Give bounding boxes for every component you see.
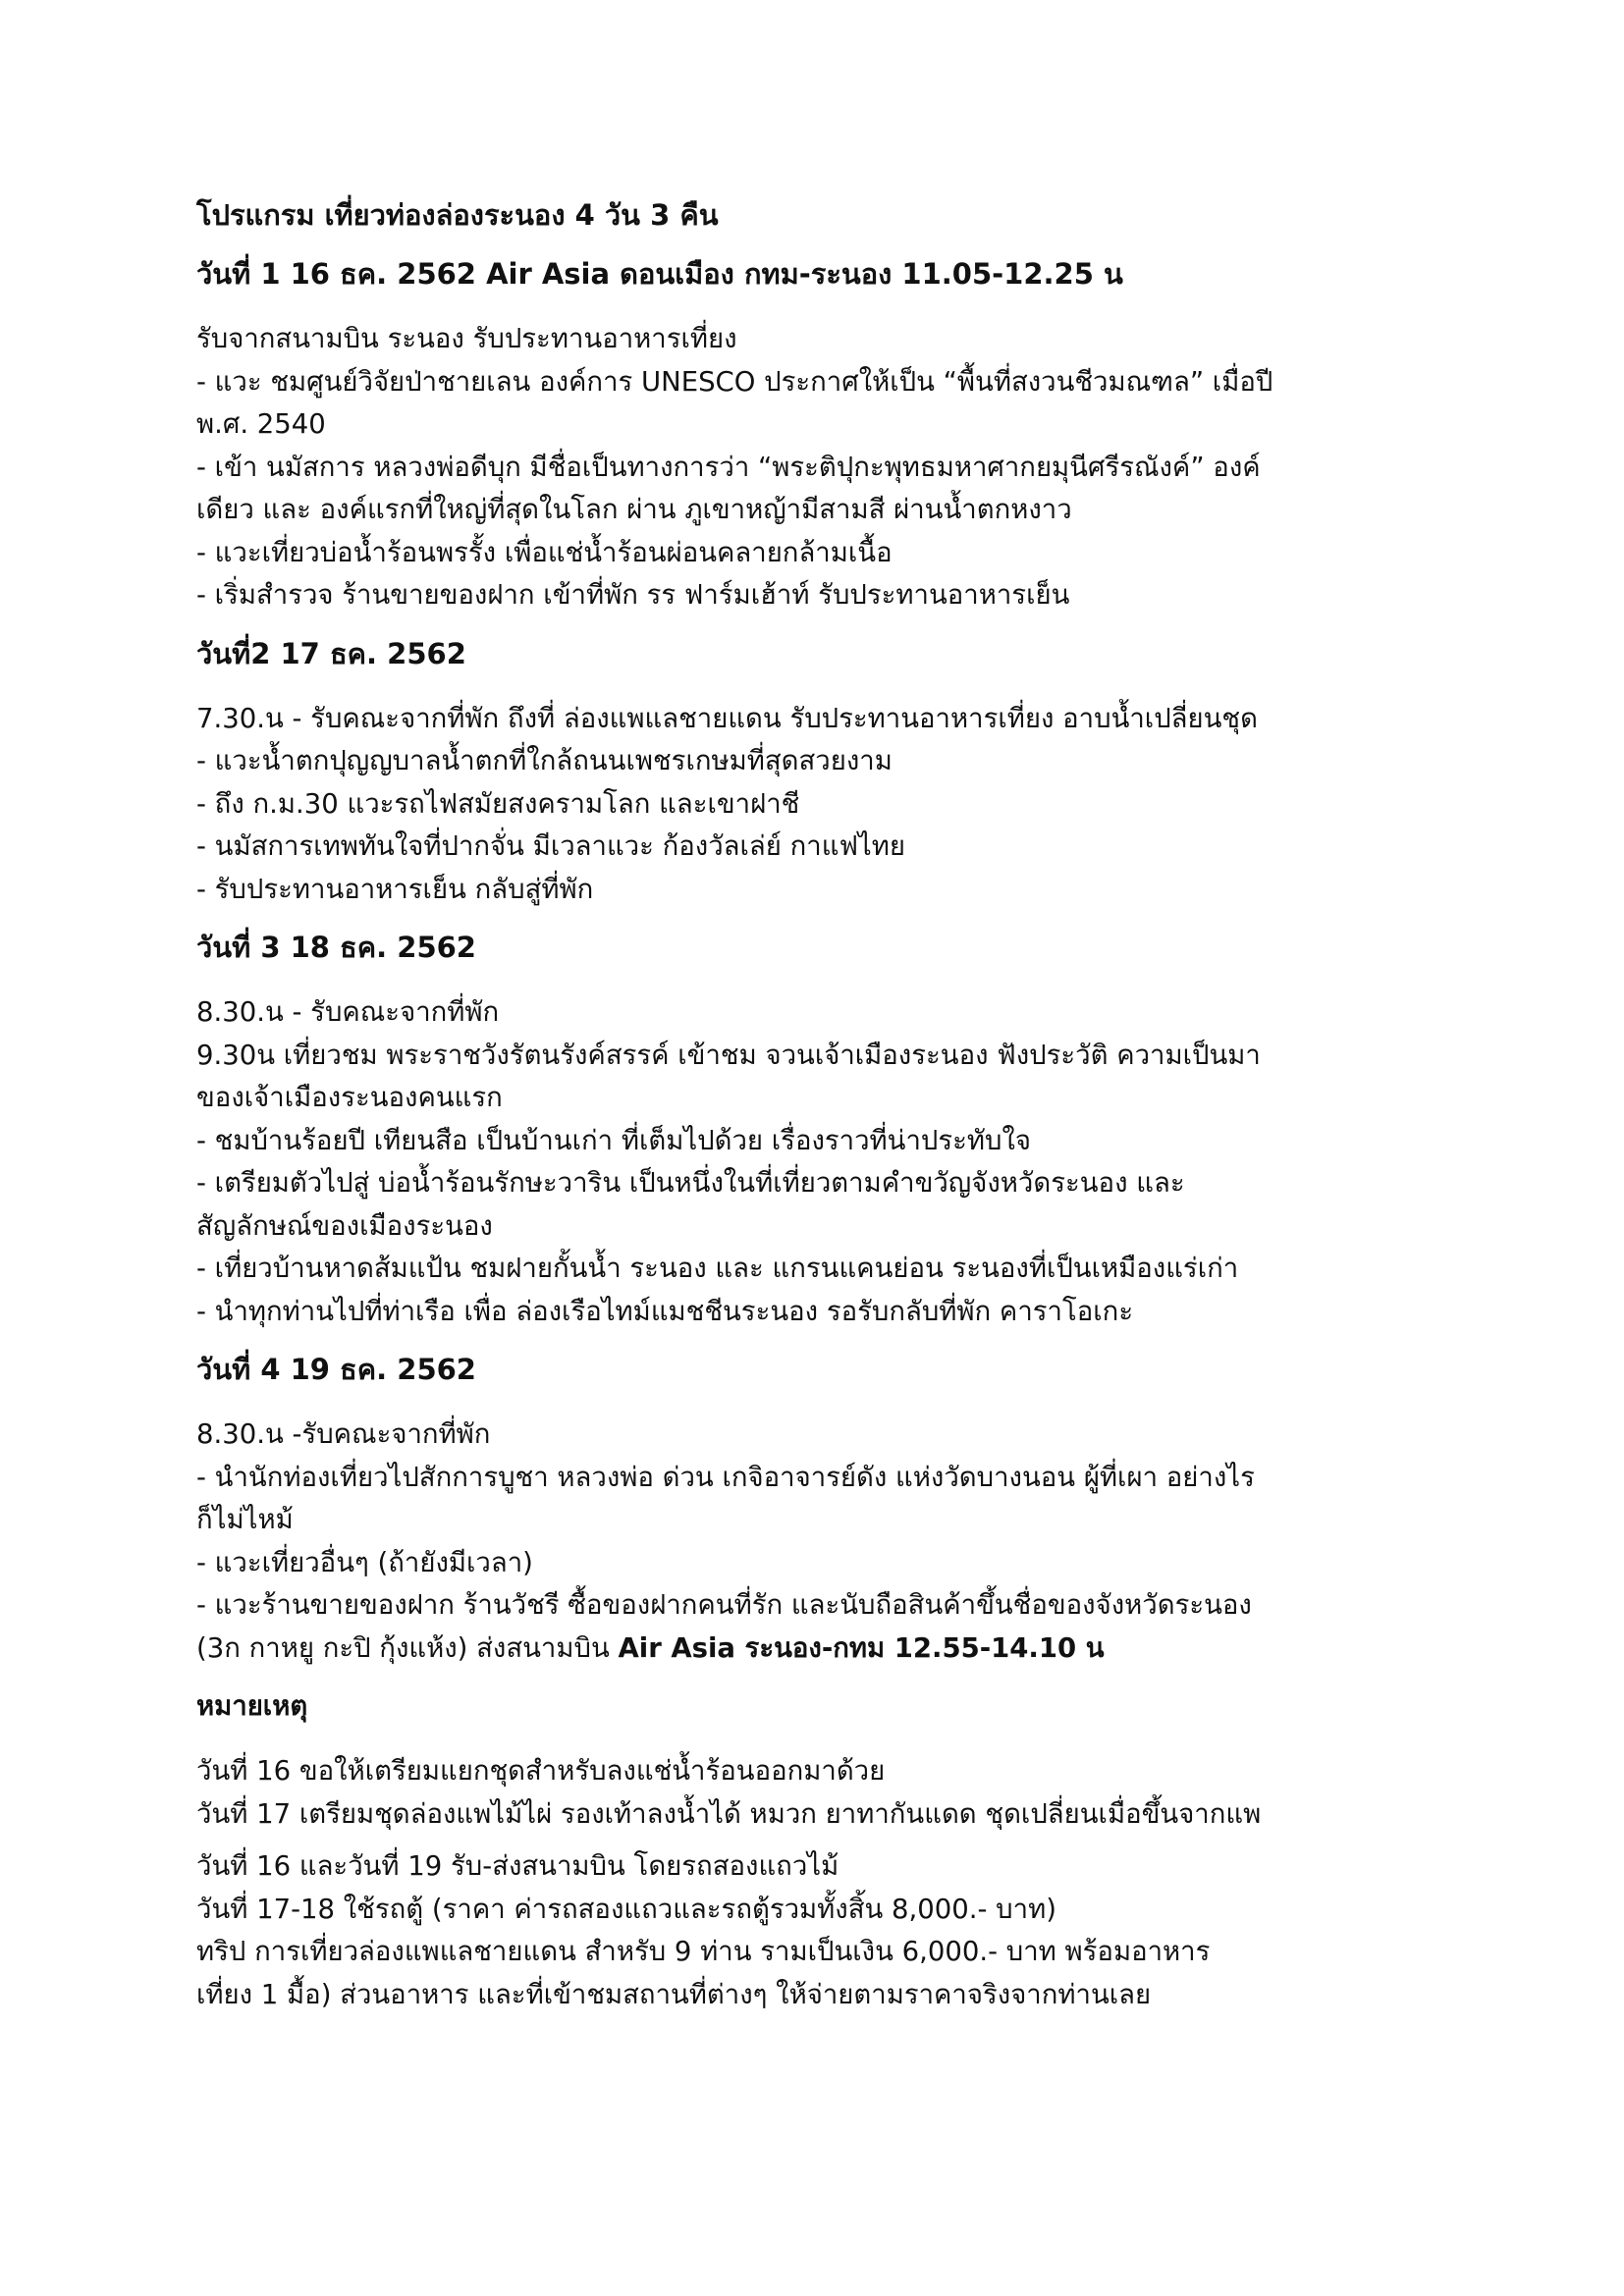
day-2-line: - แวะน้ำตกปุญญบาลน้ำตกที่ใกล้ถนนเพชรเกษมที่สุดสวยงาม [196, 745, 893, 776]
note-line: ทริป การเที่ยวล่องแพแลชายแดน สำหรับ 9 ท่าน รามเป็นเงิน 6,000.- บาท พร้อมอาหาร [196, 1936, 1211, 1967]
note-line: วันที่ 16 และวันที่ 19 รับ-ส่งสนามบิน โดยรถสองแถวไม้ [196, 1850, 839, 1882]
day-1-body [196, 318, 1463, 617]
document-page [196, 192, 1463, 2030]
day-3-line: - เตรียมตัวไปสู่ บ่อน้ำร้อนรักษะวาริน เป็นหนึ่งในที่เที่ยวตามคำขวัญจังหวัดระนอง และ [196, 1167, 1185, 1199]
return-flight-info: Air Asia ระนอง-กทม 12.55-14.10 น [618, 1631, 1105, 1664]
note-line: วันที่ 17 เตรียมชุดล่องแพไม้ไผ่ รองเท้าลงน้ำได้ หมวก ยาทากันแดด ชุดเปลี่ยนเมื่อขึ้นจากแพ [196, 1797, 1262, 1830]
notes-heading: หมายเหตุ [196, 1690, 308, 1722]
day-1-heading: วันที่ 1 16 ธค. 2562 Air Asia ดอนเมือง กทม-ระนอง 11.05-12.25 น [196, 257, 1123, 291]
day-1-line: เดียว และ องค์แรกที่ใหญ่ที่สุดในโลก ผ่าน ภูเขาหญ้ามีสามสี ผ่านน้ำตกหงาว [196, 494, 1072, 525]
day-3-line: - นำทุกท่านไปที่ท่าเรือ เพื่อ ล่องเรือไทม์แมชชีนระนอง รอรับกลับที่พัก คาราโอเกะ [196, 1295, 1134, 1327]
day-4-body [196, 1414, 1463, 1670]
day-1-line: พ.ศ. 2540 [196, 408, 326, 440]
day-2-line: - ถึง ก.ม.30 แวะรถไฟสมัยสงครามโลก และเขาฝาชี [196, 787, 800, 820]
day-1-line: - เริ่มสำรวจ ร้านขายของฝาก เข้าที่พัก รร ฟาร์มเฮ้าท์ รับประทานอาหารเย็น [196, 579, 1070, 611]
day-3-line: 9.30น เที่ยวชม พระราชวังรัตนรังค์สรรค์ เข้าชม จวนเจ้าเมืองระนอง ฟังประวัติ ความเป็นมา [196, 1039, 1261, 1071]
day-3-line: 8.30.น - รับคณะจากที่พัก [196, 996, 500, 1028]
day-2-line: - รับประทานอาหารเย็น กลับสู่ที่พัก [196, 873, 594, 905]
day-1-line: รับจากสนามบิน ระนอง รับประทานอาหารเที่ยง [196, 323, 737, 354]
notes-group-2 [196, 1845, 1463, 2016]
day-3-line: - เที่ยวบ้านหาดส้มแป้น ชมฝายกั้นน้ำ ระนอง และ แกรนแคนย่อน ระนองที่เป็นเหมืองแร่เก่า [196, 1253, 1239, 1284]
day-4-line: - แวะร้านขายของฝาก ร้านวัชรี ซื้อของฝากคนที่รัก และนับถือสินค้าขึ้นชื่อของจังหวัดระนอง [196, 1589, 1252, 1621]
day-4-line: ก็ไม่ไหม้ [196, 1504, 294, 1535]
day-4-line: - แวะเที่ยวอื่นๆ (ถ้ายังมีเวลา) [196, 1546, 533, 1578]
day-4-last-line [196, 1628, 1463, 1671]
day-4-line: 8.30.น -รับคณะจากที่พัก [196, 1418, 491, 1450]
day-4-line: - นำนักท่องเที่ยวไปสักการบูชา หลวงพ่อ ด่วน เกจิอาจารย์ดัง แห่งวัดบางนอน ผู้ที่เผา อย่างไร [196, 1461, 1255, 1493]
day-2-heading: วันที่2 17 ธค. 2562 [196, 636, 466, 670]
day-4-heading: วันที่ 4 19 ธค. 2562 [196, 1353, 476, 1386]
day-2-line: - นมัสการเทพทันใจที่ปากจั่น มีเวลาแวะ ก้องวัลเล่ย์ กาแฟไทย [196, 830, 905, 862]
day-2-body [196, 698, 1463, 912]
program-title: โปรแกรม เที่ยวท่องล่องระนอง 4 วัน 3 คืน [196, 198, 719, 232]
note-line: วันที่ 17-18 ใช้รถตู้ (ราคา ค่ารถสองแถวและรถตู้รวมทั้งสิ้น 8,000.- บาท) [196, 1893, 1056, 1925]
day-3-line: สัญลักษณ์ของเมืองระนอง [196, 1209, 493, 1242]
day-1-line: - แวะ ชมศูนย์วิจัยป่าชายเลน องค์การ UNESCO ประกาศให้เป็น “พื้นที่สงวนชีวมณฑล” เมื่อปี [196, 365, 1273, 398]
day-3-line: - ชมบ้านร้อยปี เทียนสือ เป็นบ้านเก่า ที่เต็มไปด้วย เรื่องราวที่น่าประทับใจ [196, 1124, 1032, 1156]
day-4-last-line-text: (3ก กาหยู กะปิ กุ้งแห้ง) ส่งสนามบิน [196, 1631, 619, 1664]
day-2-line: 7.30.น - รับคณะจากที่พัก ถึงที่ ล่องแพแลชายแดน รับประทานอาหารเที่ยง อาบน้ำเปลี่ยนชุด [196, 702, 1258, 734]
day-3-body [196, 991, 1463, 1333]
notes-group-1 [196, 1750, 1463, 1836]
day-1-line: - เข้า นมัสการ หลวงพ่อดีบุก มีชื่อเป็นทางการว่า “พระติปุกะพุทธมหาศากยมุนีศรีรณังค์” องค์ [196, 451, 1261, 483]
day-3-line: ของเจ้าเมืองระนองคนแรก [196, 1082, 503, 1113]
note-line: วันที่ 16 ขอให้เตรียมแยกชุดสำหรับลงแช่น้ำร้อนออกมาด้วย [196, 1755, 886, 1787]
day-3-heading: วันที่ 3 18 ธค. 2562 [196, 931, 476, 964]
note-line: เที่ยง 1 มื้อ) ส่วนอาหาร และที่เข้าชมสถานที่ต่างๆ ให้จ่ายตามราคาจริงจากท่านเลย [196, 1978, 1152, 2010]
day-1-line: - แวะเที่ยวบ่อน้ำร้อนพรรั้ง เพื่อแช่น้ำร้อนผ่อนคลายกล้ามเนื้อ [196, 536, 893, 568]
